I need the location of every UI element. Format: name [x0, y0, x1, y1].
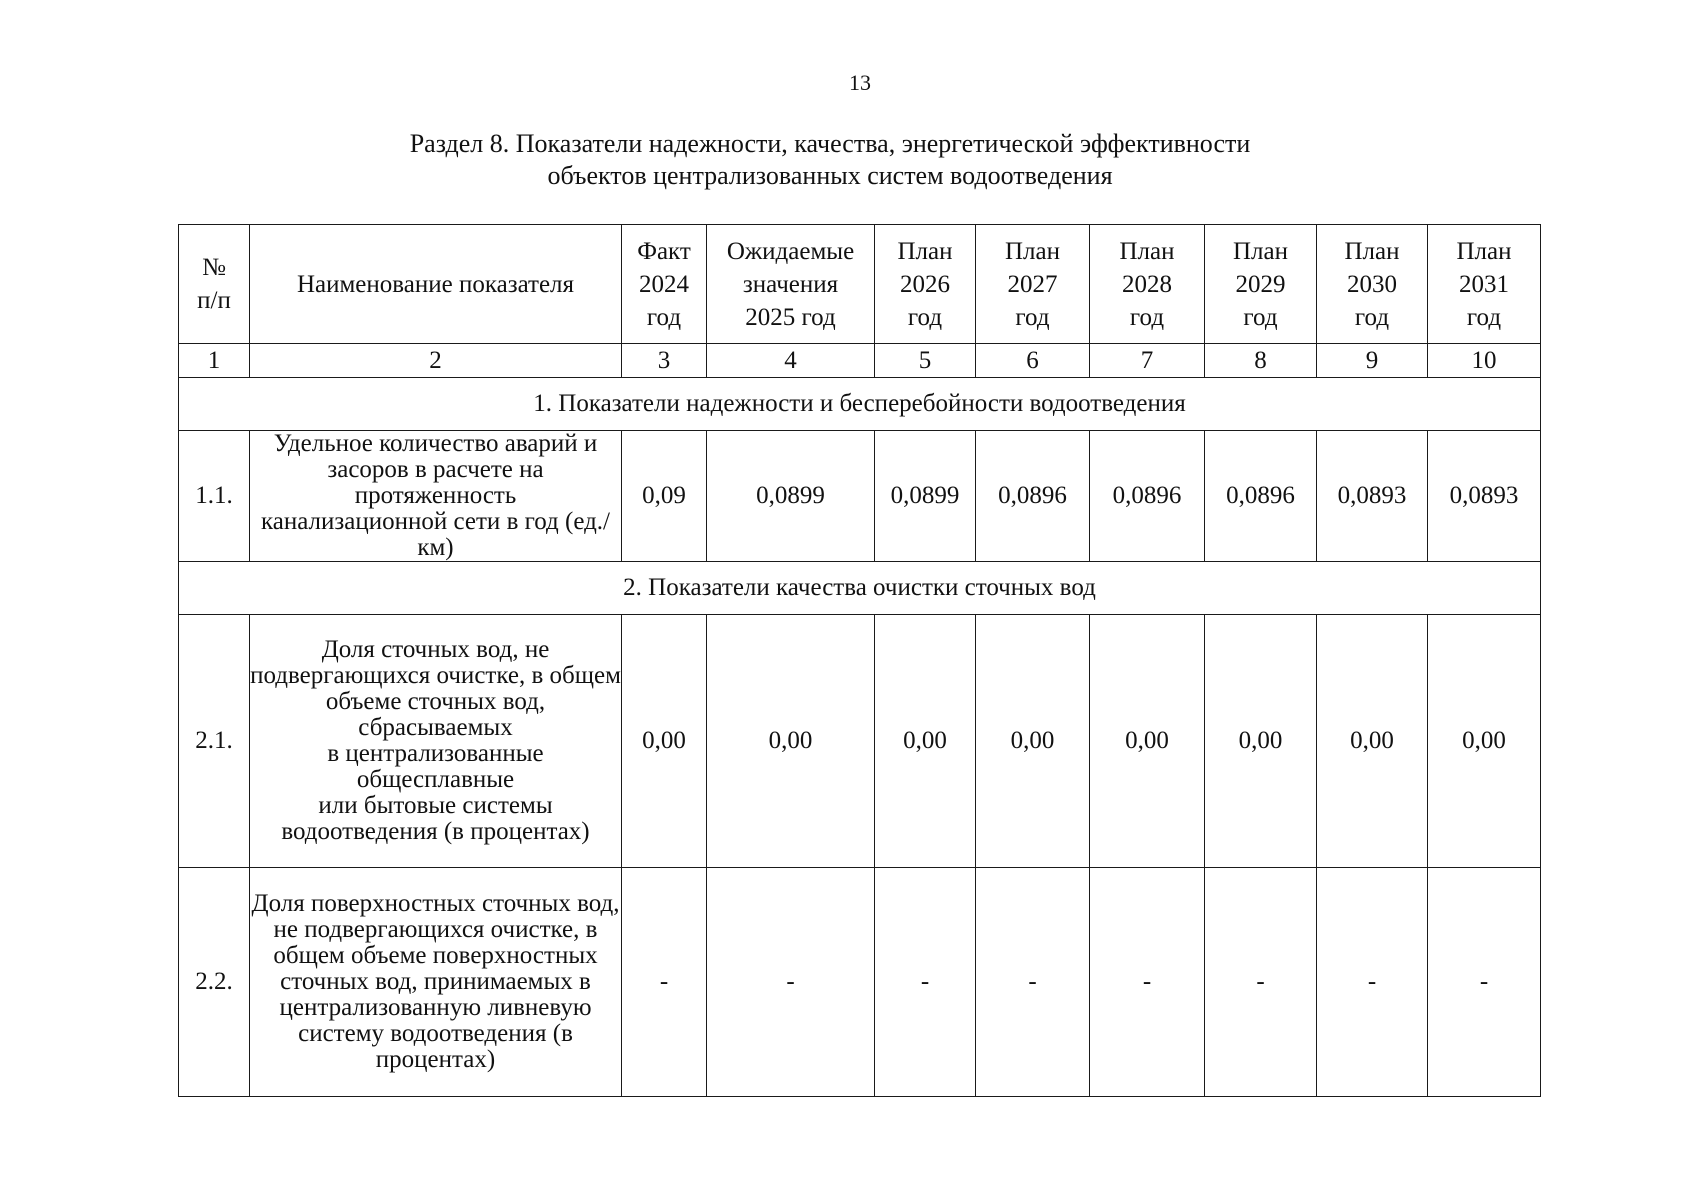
header-expected-2025 — [707, 225, 875, 344]
header-line: План — [1232, 237, 1288, 265]
name-line: подвергающихся очистке, в общем — [250, 662, 621, 689]
value-cell: 0,0899 — [875, 431, 976, 562]
name-line: Доля поверхностных сточных вод, — [251, 890, 620, 917]
value-cell: 0,09 — [622, 431, 707, 562]
header-line: 2029 — [1235, 270, 1286, 298]
header-line: 2030 — [1347, 270, 1397, 298]
name-line: Удельное количество аварий и — [273, 430, 598, 457]
name-line: объеме сточных вод, сбрасываемых — [325, 688, 546, 741]
name-line: процентах) — [375, 1046, 496, 1073]
value-cell: - — [1317, 868, 1428, 1097]
column-number: 10 — [1428, 344, 1541, 378]
table-row-2-1 — [179, 615, 1541, 868]
header-line: План — [1119, 237, 1175, 265]
column-number: 7 — [1090, 344, 1205, 378]
value-cell: - — [1090, 868, 1205, 1097]
column-number: 9 — [1317, 344, 1428, 378]
name-line: засоров в расчете на протяженность — [327, 456, 544, 509]
row-indicator-name — [250, 431, 622, 562]
header-number-line-2: п/п — [197, 287, 231, 314]
header-line: 2024 — [639, 270, 689, 298]
table-row-1-1 — [179, 431, 1541, 562]
column-number: 3 — [622, 344, 707, 378]
header-line: год — [1354, 303, 1390, 331]
value-cell: 0,0893 — [1428, 431, 1541, 562]
header-line: год — [1015, 303, 1050, 331]
row-indicator-name — [250, 615, 622, 868]
header-plan-2026 — [875, 225, 976, 344]
column-number: 5 — [875, 344, 976, 378]
row-index: 2.2. — [179, 868, 250, 1097]
row-index: 2.1. — [179, 615, 250, 868]
value-cell: 0,00 — [707, 615, 875, 868]
name-line: водоотведения (в процентах) — [281, 818, 590, 845]
header-line: 2028 — [1122, 270, 1172, 298]
group-heading-treatment-quality: 2. Показатели качества очистки сточных вод — [179, 562, 1541, 615]
header-line: год — [1466, 303, 1502, 331]
name-line: общем объеме поверхностных — [273, 942, 598, 969]
header-plan-2027 — [976, 225, 1090, 344]
value-cell: - — [707, 868, 875, 1097]
column-number: 6 — [976, 344, 1090, 378]
header-line: План — [1344, 237, 1400, 265]
header-line: год — [907, 303, 943, 331]
column-number: 2 — [250, 344, 622, 378]
header-line: 2026 — [900, 270, 950, 298]
name-line: Доля сточных вод, не — [321, 636, 550, 663]
value-cell: - — [875, 868, 976, 1097]
value-cell: - — [1428, 868, 1541, 1097]
value-cell: 0,0893 — [1317, 431, 1428, 562]
section-title-line-1: Раздел 8. Показатели надежности, качества, энергетической эффективности — [409, 129, 1251, 158]
group-heading-reliability: 1. Показатели надежности и бесперебойности водоотведения — [179, 378, 1541, 431]
header-plan-2031 — [1428, 225, 1541, 344]
header-plan-2029 — [1205, 225, 1317, 344]
column-number: 1 — [179, 344, 250, 378]
value-cell: 0,00 — [1090, 615, 1205, 868]
header-line: 2027 — [1007, 270, 1058, 298]
column-numbers-row — [179, 344, 1541, 378]
value-cell: 0,0896 — [1205, 431, 1317, 562]
header-line: План — [1456, 237, 1512, 265]
value-cell: - — [976, 868, 1090, 1097]
name-line: канализационной сети в год (ед./км) — [260, 508, 611, 561]
table-header-row — [179, 225, 1541, 344]
header-line: год — [646, 303, 682, 331]
value-cell: 0,00 — [1428, 615, 1541, 868]
header-line: значения — [742, 270, 839, 298]
header-plan-2030 — [1317, 225, 1428, 344]
name-line: не подвергающихся очистке, в — [273, 916, 598, 943]
group-row-treatment-quality — [179, 562, 1541, 615]
header-line: год — [1129, 303, 1165, 331]
section-title — [180, 128, 1480, 192]
value-cell: 0,0896 — [976, 431, 1090, 562]
page-number: 13 — [849, 70, 871, 95]
value-cell: - — [622, 868, 707, 1097]
section-title-line-2: объектов централизованных систем водоотведения — [547, 161, 1113, 190]
header-line: 2031 — [1459, 270, 1509, 298]
header-line: План — [1004, 237, 1060, 265]
group-row-reliability — [179, 378, 1541, 431]
header-line: Факт — [637, 237, 691, 265]
value-cell: 0,00 — [1317, 615, 1428, 868]
value-cell: 0,00 — [622, 615, 707, 868]
header-line: Ожидаемые — [726, 237, 855, 265]
column-number: 8 — [1205, 344, 1317, 378]
name-line: сточных вод, принимаемых в — [280, 968, 591, 995]
row-index: 1.1. — [179, 431, 250, 562]
name-line: в централизованные общесплавные — [327, 740, 544, 793]
header-line: год — [1243, 303, 1278, 331]
value-cell: 0,00 — [875, 615, 976, 868]
value-cell: 0,00 — [976, 615, 1090, 868]
value-cell: 0,00 — [1205, 615, 1317, 868]
column-number: 4 — [707, 344, 875, 378]
header-indicator-name: Наименование показателя — [250, 225, 622, 344]
value-cell: 0,0899 — [707, 431, 875, 562]
row-indicator-name — [250, 868, 622, 1097]
value-cell: - — [1205, 868, 1317, 1097]
name-line: централизованную ливневую — [279, 994, 592, 1021]
header-number — [179, 225, 250, 344]
name-line: или бытовые системы — [318, 792, 553, 819]
table-row-2-2 — [179, 868, 1541, 1097]
header-line: 2025 год — [745, 303, 836, 331]
header-fact-2024 — [622, 225, 707, 344]
name-line: систему водоотведения (в — [298, 1020, 573, 1047]
header-plan-2028 — [1090, 225, 1205, 344]
indicators-table — [178, 224, 1541, 1097]
value-cell: 0,0896 — [1090, 431, 1205, 562]
header-line: План — [897, 237, 953, 265]
header-number-line-1: № — [202, 254, 226, 281]
